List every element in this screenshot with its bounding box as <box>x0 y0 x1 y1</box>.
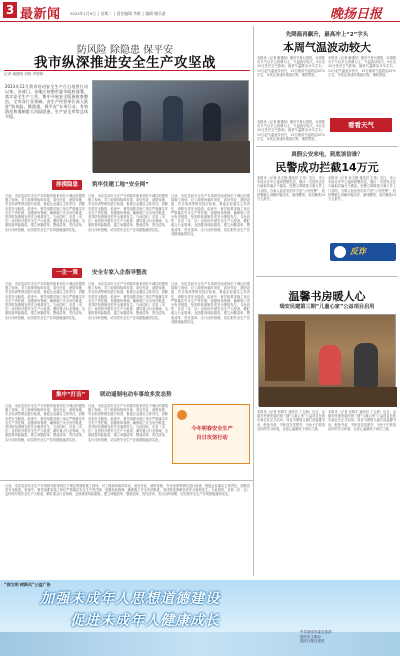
masthead-logo: 晚扬日报 <box>330 7 383 22</box>
article-column: 日前，市应急局安全生产专项督导组来到位于城区的建筑施工现场，对工地现场临时用电、高处作业、消防设施、安全培训等情况进行检查，督促企业落实主体责任，消除各类安全隐患。检查中，督导组要求施工单位严格落实安全生产责任制，加强现场管理，确保施工安全有序推进，坚决防范遏制各类安全事故发生。与此同时，各县（市、区）也纷纷开展安全生产大检查，紧盯重点行业领域，全面排查风险隐患，建立问题清单、整改清单、责任清单，实行闭环管理，切实把安全生产各项措施落到实处。 <box>88 282 168 320</box>
weather-body: 本报讯（记者 谢建明）据市气象台预报，本周我市天气以多云到晴为主，气温波动较大。9日至10日受冷空气影响，最低气温降至-5℃左右；11日起气温逐步回升，13日最高气温将达20℃左右，市民注意适时增减衣物，谨防感冒。 <box>257 56 325 77</box>
lead-byline: 记者 谢建明 刘栋 许婷婷 <box>4 72 44 76</box>
banner-line-2: 促进未成年人健康成长 <box>70 613 220 629</box>
credit-line: 中共瑞安市委宣传部 <box>300 630 332 634</box>
weather-body: 本报讯（记者 谢建明）据市气象台预报，本周我市天气以多云到晴为主，气温波动较大。9日至10日受冷空气影响，最低气温降至-5℃左右；11日起气温逐步回升，13日最高气温将达20℃左右，市民注意适时增减衣物，谨防感冒。 <box>328 56 396 77</box>
article-column: 日前，市应急局安全生产专项督导组来到位于城区的建筑施工现场，对工地现场临时用电、高处作业、消防设施、安全培训等情况进行检查，督促企业落实主体责任，消除各类安全隐患。检查中，督导组要求施工单位严格落实安全生产责任制，加强现场管理，确保施工安全有序推进，坚决防范遏制各类安全事故发生。与此同时，各县（市、区）也纷纷开展安全生产大检查，紧盯重点行业领域，全面排查风险隐患，建立问题清单、整改清单、责任清单，实行闭环管理，切实把安全生产各项措施落到实处。 <box>5 194 85 232</box>
article-column: 日前，市应急局安全生产专项督导组来到位于城区的建筑施工现场，对工地现场临时用电、高处作业、消防设施、安全培训等情况进行检查，督促企业落实主体责任，消除各类安全隐患。检查中，督导组要求施工单位严格落实安全生产责任制，加强现场管理，确保施工安全有序推进，坚决防范遏制各类安全事故发生。与此同时，各县（市、区）也纷纷开展安全生产大检查，紧盯重点行业领域，全面排查风险隐患，建立问题清单、整改清单、责任清单，实行闭环管理，切实把安全生产各项措施落到实处。 <box>88 404 168 442</box>
police-headline: 民警成功拦截14万元 <box>275 161 379 174</box>
section-title: 联动遥制电动车事故多发态势 <box>100 392 172 398</box>
anti-fraud-label: 反诈 <box>350 247 366 256</box>
divider <box>256 276 398 277</box>
page-number: 3 <box>3 2 17 18</box>
slogan-line: 百日攻坚行动 <box>196 435 228 441</box>
bookstore-body: 本报讯（记者 邓明宇 通讯员 丁志燕）近日，由瑞安民建发起的第三期“儿童心家”公益项目在我市某社区正式启用。项目为困境儿童打造温馨书房，配备书桌、书柜及各类图书，为孩子们营造良好的学习环境，让爱心温暖孩子成长之路。 <box>328 410 396 431</box>
photo-floor <box>93 141 250 173</box>
divider <box>256 146 398 147</box>
article-column: 日前，市应急局安全生产专项督导组来到位于城区的建筑施工现场，对工地现场临时用电、高处作业、消防设施、安全培训等情况进行检查，督促企业落实主体责任，消除各类安全隐患。检查中，督导组要求施工单位严格落实安全生产责任制，加强现场管理，确保施工安全有序推进，坚决防范遏制各类安全事故发生。与此同时，各县（市、区）也纷纷开展安全生产大检查，紧盯重点行业领域，全面排查风险隐患，建立问题清单、整改清单、责任清单，实行闭环管理，切实把安全生产各项措施落到实处。 <box>5 282 85 320</box>
bookshelf <box>265 321 305 381</box>
section-tag: 一企一策 <box>52 268 82 278</box>
photo-figure <box>163 96 183 142</box>
police-body: 本报讯（记者 孙文静 通讯员 王伟）近日，市公安局反诈中心接到预警信息，辖区一名居民正在与疑似诈骗分子通话。民警立即联系当事人并上门劝阻，当事人起初坚信对方是“公安民警”，经民警耐心讲解诈骗手法，最终醒悟，成功避免14万元损失。 <box>257 176 325 202</box>
credit-line: 瑞安市文明办 <box>300 634 321 639</box>
shield-icon <box>334 246 346 258</box>
column-divider <box>253 26 254 576</box>
banner-line-1: 加强未成年人思想道德建设 <box>40 591 220 607</box>
section-tag: 排摸隐患 <box>52 180 82 190</box>
weather-kicker: 先降温再飙升，最高冲上“2”字头 <box>285 32 369 38</box>
section-title: 最新闻 <box>20 7 61 22</box>
divider <box>0 480 253 481</box>
bookstore-subtitle: 瑞安民建第三期“儿童心家”公益项目启用 <box>279 304 375 310</box>
section-title: 筑牢住建工地“安全网” <box>92 182 149 188</box>
police-body: 本报讯（记者 孙文静 通讯员 王伟）近日，市公安局反诈中心接到预警信息，辖区一名居民正在与疑似诈骗分子通话。民警立即联系当事人并上门劝阻，当事人起初坚信对方是“公安民警”，经民警耐心讲解诈骗手法，最终醒悟，成功避免14万元损失。 <box>328 176 396 202</box>
photo-figure <box>354 343 378 387</box>
article-column: 日前，市应急局安全生产专项督导组来到位于城区的建筑施工现场，对工地现场临时用电、高处作业、消防设施、安全培训等情况进行检查，督促企业落实主体责任，消除各类安全隐患。检查中，督导组要求施工单位严格落实安全生产责任制，加强现场管理，确保施工安全有序推进，坚决防范遏制各类安全事故发生。与此同时，各县（市、区）也纷纷开展安全生产大检查，紧盯重点行业领域，全面排查风险隐患，建立问题清单、整改清单、责任清单，实行闭环管理，切实把安全生产各项措施落到实处。 <box>171 282 250 324</box>
lead-subhead: 防风险 除隐患 保平安 <box>76 45 174 56</box>
slogan-line: 今冬明春安全生产 <box>191 426 233 432</box>
weather-headline: 本周气温波动较大 <box>283 41 371 54</box>
lead-intro: 2023年11月我市启动安全生产百日攻坚行动以来，各部门、各地区按照市委市政府部署，落实安全生产工作，集中开展安全隐患排查整治，全市各行业领域、各生产经营单位深入推进“防风险、除隐患、保平安”专项行动，有效防范和遏制重大风险隐患，生产安全形势总体平稳。 <box>5 84 88 119</box>
credit-line: 瑞安日报社宣传 <box>300 639 325 643</box>
section-title: 安全专家入企指导整改 <box>92 270 148 276</box>
weather-body: 本报讯（记者 谢建明）据市气象台预报，本周我市天气以多云到晴为主，气温波动较大。9日至10日受冷空气影响，最低气温降至-5℃左右；11日起气温逐步回升，13日最高气温将达20℃左右，市民注意适时增减衣物，谨防感冒。 <box>257 120 325 141</box>
lead-photo <box>92 80 249 172</box>
public-service-banner <box>0 580 400 656</box>
safety-slogan-box <box>172 404 250 464</box>
banner-kicker: “阅文明 树新风”公益广告 <box>4 582 51 587</box>
photo-figure <box>319 345 341 385</box>
article-column: 日前，市应急局安全生产专项督导组来到位于城区的建筑施工现场，对工地现场临时用电、高处作业、消防设施、安全培训等情况进行检查，督促企业落实主体责任，消除各类安全隐患。检查中，督导组要求施工单位严格落实安全生产责任制，加强现场管理，确保施工安全有序推进，坚决防范遏制各类安全事故发生。与此同时，各县（市、区）也纷纷开展安全生产大检查，紧盯重点行业领域，全面排查风险隐患，建立问题清单、整改清单、责任清单，实行闭环管理，切实把安全生产各项措施落到实处。 <box>88 194 168 232</box>
safety-icon <box>177 410 187 420</box>
bookstore-photo <box>258 314 396 406</box>
banner-credits <box>300 630 396 644</box>
bookstore-body: 本报讯（记者 邓明宇 通讯员 丁志燕）近日，由瑞安民建发起的第三期“儿童心家”公益项目在我市某社区正式启用。项目为困境儿童打造温馨书房，配备书桌、书柜及各类图书，为孩子们营造良好的学习环境，让爱心温暖孩子成长之路。 <box>257 410 325 431</box>
photo-figure <box>203 103 221 141</box>
weather-label: 看看天气 <box>330 118 392 132</box>
anti-fraud-badge <box>330 243 396 261</box>
lead-headline: 我市纵深推进安全生产攻坚战 <box>34 55 216 71</box>
divider <box>4 70 250 71</box>
article-column: 日前，市应急局安全生产专项督导组来到位于城区的建筑施工现场，对工地现场临时用电、高处作业、消防设施、安全培训等情况进行检查，督促企业落实主体责任，消除各类安全隐患。检查中，督导组要求施工单位严格落实安全生产责任制，加强现场管理，确保施工安全有序推进，坚决防范遏制各类安全事故发生。与此同时，各县（市、区）也纷纷开展安全生产大检查，紧盯重点行业领域，全面排查风险隐患，建立问题清单、整改清单、责任清单，实行闭环管理，切实把安全生产各项措施落到实处。 <box>5 404 85 442</box>
police-kicker: 真假公安来电，到底该信谁？ <box>291 152 363 158</box>
article-column: 日前，市应急局安全生产专项督导组来到位于城区的建筑施工现场，对工地现场临时用电、高处作业、消防设施、安全培训等情况进行检查，督促企业落实主体责任，消除各类安全隐患。检查中，督导组要求施工单位严格落实安全生产责任制，加强现场管理，确保施工安全有序推进，坚决防范遏制各类安全事故发生。与此同时，各县（市、区）也纷纷开展安全生产大检查，紧盯重点行业领域，全面排查风险隐患，建立问题清单、整改清单、责任清单，实行闭环管理，切实把安全生产各项措施落到实处。 <box>171 194 250 236</box>
photo-figure <box>123 101 141 141</box>
photo-floor <box>259 387 397 407</box>
issue-meta: 2024年1月9日 │ 星期二 │ 责任编辑 李群 │ 编辑 谢乐游 <box>70 11 166 16</box>
article-column: 日前，市应急局安全生产专项督导组来到位于城区的建筑施工现场，对工地现场临时用电、高处作业、消防设施、安全培训等情况进行检查，督促企业落实主体责任，消除各类安全隐患。检查中，督导组要求施工单位严格落实安全生产责任制，加强现场管理，确保施工安全有序推进，坚决防范遏制各类安全事故发生。与此同时，各县（市、区）也纷纷开展安全生产大检查，紧盯重点行业领域，全面排查风险隐患，建立问题清单、整改清单、责任清单，实行闭环管理，切实把安全生产各项措施落到实处。 <box>5 484 250 497</box>
section-tag: 集中“打击” <box>52 390 89 400</box>
bookstore-headline: 温馨书房暖人心 <box>288 290 366 303</box>
